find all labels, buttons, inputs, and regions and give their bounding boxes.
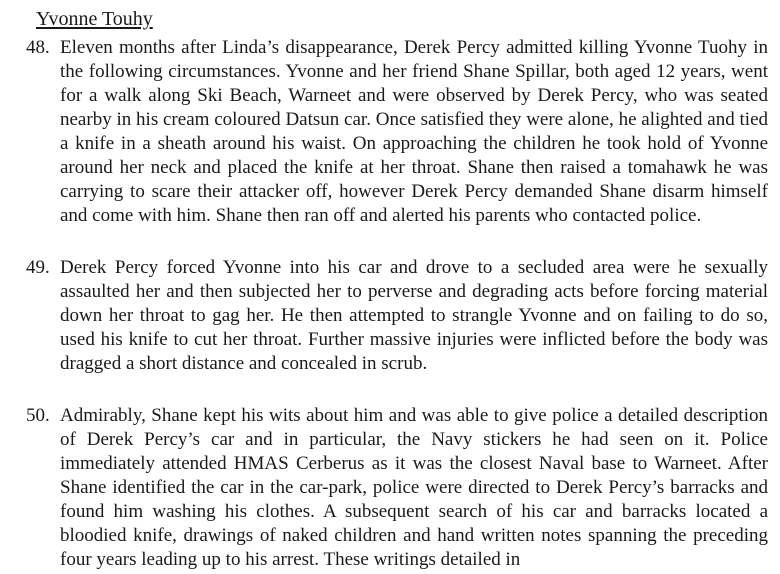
paragraph-number: 48. xyxy=(26,37,50,58)
paragraph-48 xyxy=(26,36,768,228)
paragraph-text: Eleven months after Linda’s disappearance, Derek Percy admitted killing Yvonne Tuohy in the following circumstances. Yvonne and her friend Shane Spillar, both aged 12 years, went for a walk along Ski Beach, Warneet and were observed by Derek Percy, who was seated nearby in his cream coloured Datsun car. Once satisfied they were alone, he alighted and tied a knife in a sheath around his waist. On approaching the children he took hold of Yvonne around her neck and placed the knife at her throat. Shane then raised a tomahawk he was carrying to scare their attacker off, however Derek Percy demanded Shane disarm himself and come with him. Shane then ran off and alerted his parents who contacted police. xyxy=(60,37,768,226)
paragraph-number: 49. xyxy=(26,257,50,278)
paragraph-49 xyxy=(26,256,768,376)
section-heading: Yvonne Touhy xyxy=(36,8,153,30)
paragraph-text: Derek Percy forced Yvonne into his car and drove to a secluded area were he sexually assaulted her and then subjected her to perverse and degrading acts before forcing material down her throat to gag her. He then attempted to strangle Yvonne and on failing to do so, used his knife to cut her throat. Further massive injuries were inflicted before the body was dragged a short distance and concealed in scrub. xyxy=(60,257,768,374)
paragraph-50 xyxy=(26,404,768,572)
paragraph-number: 50. xyxy=(26,405,50,426)
paragraph-text: Admirably, Shane kept his wits about him and was able to give police a detailed description of Derek Percy’s car and in particular, the Navy stickers he had seen on it. Police immediately attended HMAS Cerberus as it was the closest Naval base to Warneet. After Shane identified the car in the car-park, police were directed to Derek Percy’s barracks and found him washing his clothes. A subsequent search of his car and barracks located a bloodied knife, drawings of naked children and hand written notes spanning the preceding four years leading up to his arrest. These writings detailed in xyxy=(60,405,768,570)
